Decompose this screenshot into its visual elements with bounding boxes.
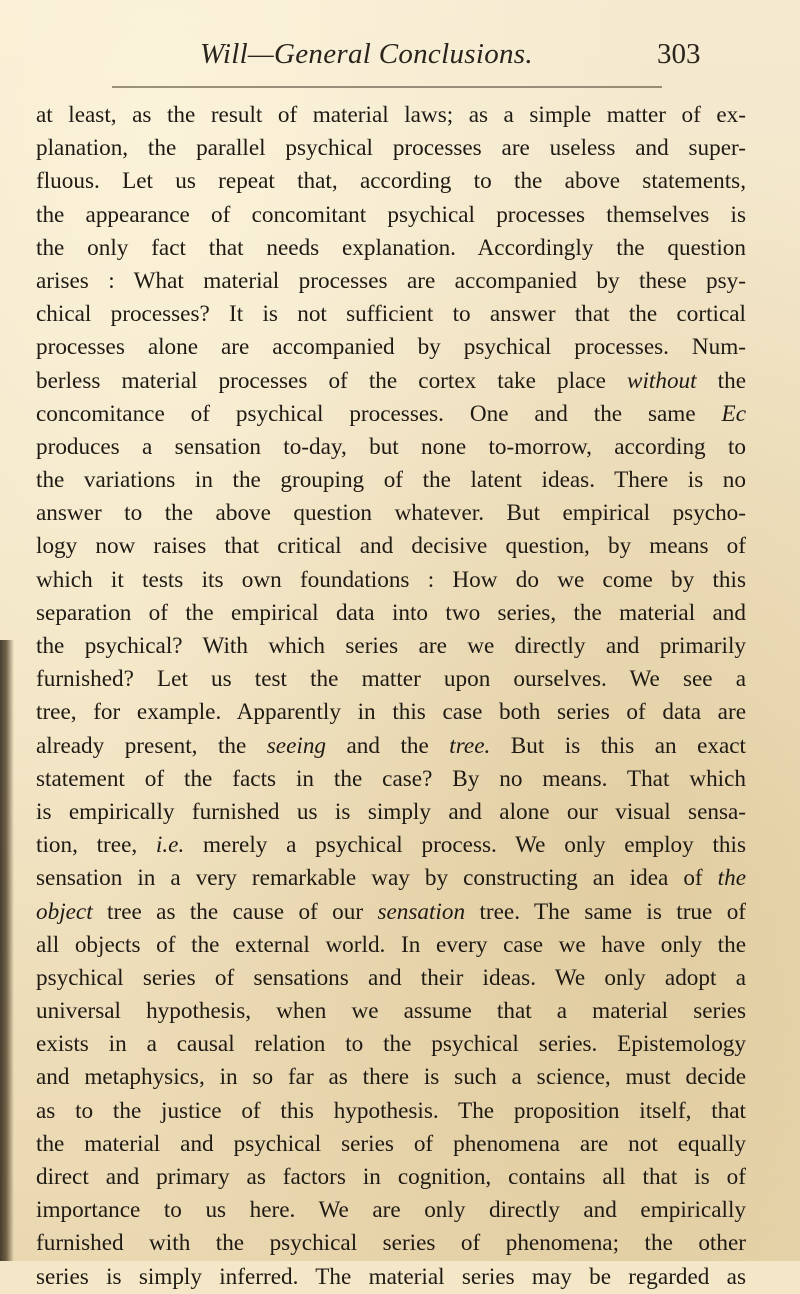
italic-word: seeing xyxy=(266,732,327,759)
text-line: object tree as the cause of our sensation tree. The same is true of xyxy=(36,898,747,925)
italic-word: Ec xyxy=(721,400,746,427)
text-line: exists in a causal relation to the psychical series. Epistemology xyxy=(36,1031,746,1058)
running-head xyxy=(0,38,800,78)
italic-word: sensation xyxy=(377,898,466,925)
text-line: the variations in the grouping of the latent ideas. There is no xyxy=(36,467,746,494)
italic-word: the xyxy=(717,865,746,892)
text-line: universal hypothesis, when we assume that a material series xyxy=(36,998,746,1025)
text-line: produces a sensation to-day, but none to-morrow, according to xyxy=(36,433,746,460)
text-line: furnished with the psychical series of phenomena; the other xyxy=(36,1230,746,1257)
text-line: psychical series of sensations and their ideas. We only adopt a xyxy=(36,964,746,991)
text-line: furnished? Let us test the matter upon ourselves. We see a xyxy=(36,666,746,693)
text-line: planation, the parallel psychical processes are useless and super- xyxy=(36,135,746,162)
page-number: 303 xyxy=(657,38,701,70)
text-line: the only fact that needs explanation. Accordingly the question xyxy=(36,234,746,261)
text-line: separation of the empirical data into two series, the material and xyxy=(36,599,746,626)
text-line: statement of the facts in the case? By no means. That which xyxy=(36,765,746,792)
text-line: and metaphysics, in so far as there is such a science, must decide xyxy=(36,1064,746,1091)
text-line: tion, tree, i.e. merely a psychical process. We only employ this xyxy=(36,832,746,859)
text-line: is empirically furnished us is simply and alone our visual sensa- xyxy=(36,798,746,825)
running-head-title: Will—General Conclusions. xyxy=(200,38,533,70)
text-line: already present, the seeing and the tree. But is this an exact xyxy=(36,732,746,759)
text-line: which it tests its own foundations : How do we come by this xyxy=(36,566,746,593)
text-line: the psychical? With which series are we directly and primarily xyxy=(36,633,746,659)
binding-gutter-shadow xyxy=(0,640,14,1261)
header-rule xyxy=(112,86,662,88)
text-line: at least, as the result of material laws; as a simple matter of ex- xyxy=(36,102,746,128)
text-line: importance to us here. We are only directly and empirically xyxy=(36,1197,746,1224)
italic-word: i.e. xyxy=(155,832,185,859)
text-line: the appearance of concomitant psychical processes themselves is xyxy=(36,201,746,228)
text-line: the material and psychical series of phenomena are not equally xyxy=(36,1130,746,1157)
text-line: tree, for example. Apparently in this case both series of data are xyxy=(36,699,746,726)
text-line: logy now raises that critical and decisive question, by means of xyxy=(36,533,746,560)
text-line: answer to the above question whatever. But empirical psycho- xyxy=(36,500,746,527)
text-line: concomitance of psychical processes. One and the same Ec xyxy=(36,400,746,427)
text-line: arises : What material processes are accompanied by these psy- xyxy=(36,267,746,294)
body-text xyxy=(36,99,746,1294)
text-line: berless material processes of the cortex take place without the xyxy=(36,367,747,394)
text-line: series is simply inferred. The material series may be regarded as xyxy=(36,1263,746,1290)
text-line: all objects of the external world. In every case we have only the xyxy=(36,931,746,958)
text-line: fluous. Let us repeat that, according to the above statements, xyxy=(36,168,746,195)
text-line: direct and primary as factors in cognition, contains all that is of xyxy=(36,1164,746,1190)
italic-word: object xyxy=(36,898,93,925)
text-line: as to the justice of this hypothesis. The proposition itself, that xyxy=(36,1097,746,1124)
text-line: sensation in a very remarkable way by constructing an idea of the xyxy=(36,865,746,892)
text-line: chical processes? It is not sufficient to answer that the cortical xyxy=(36,301,746,328)
text-line: processes alone are accompanied by psychical processes. Num- xyxy=(36,334,746,361)
italic-word: without xyxy=(627,367,697,394)
italic-word: tree. xyxy=(449,732,491,759)
